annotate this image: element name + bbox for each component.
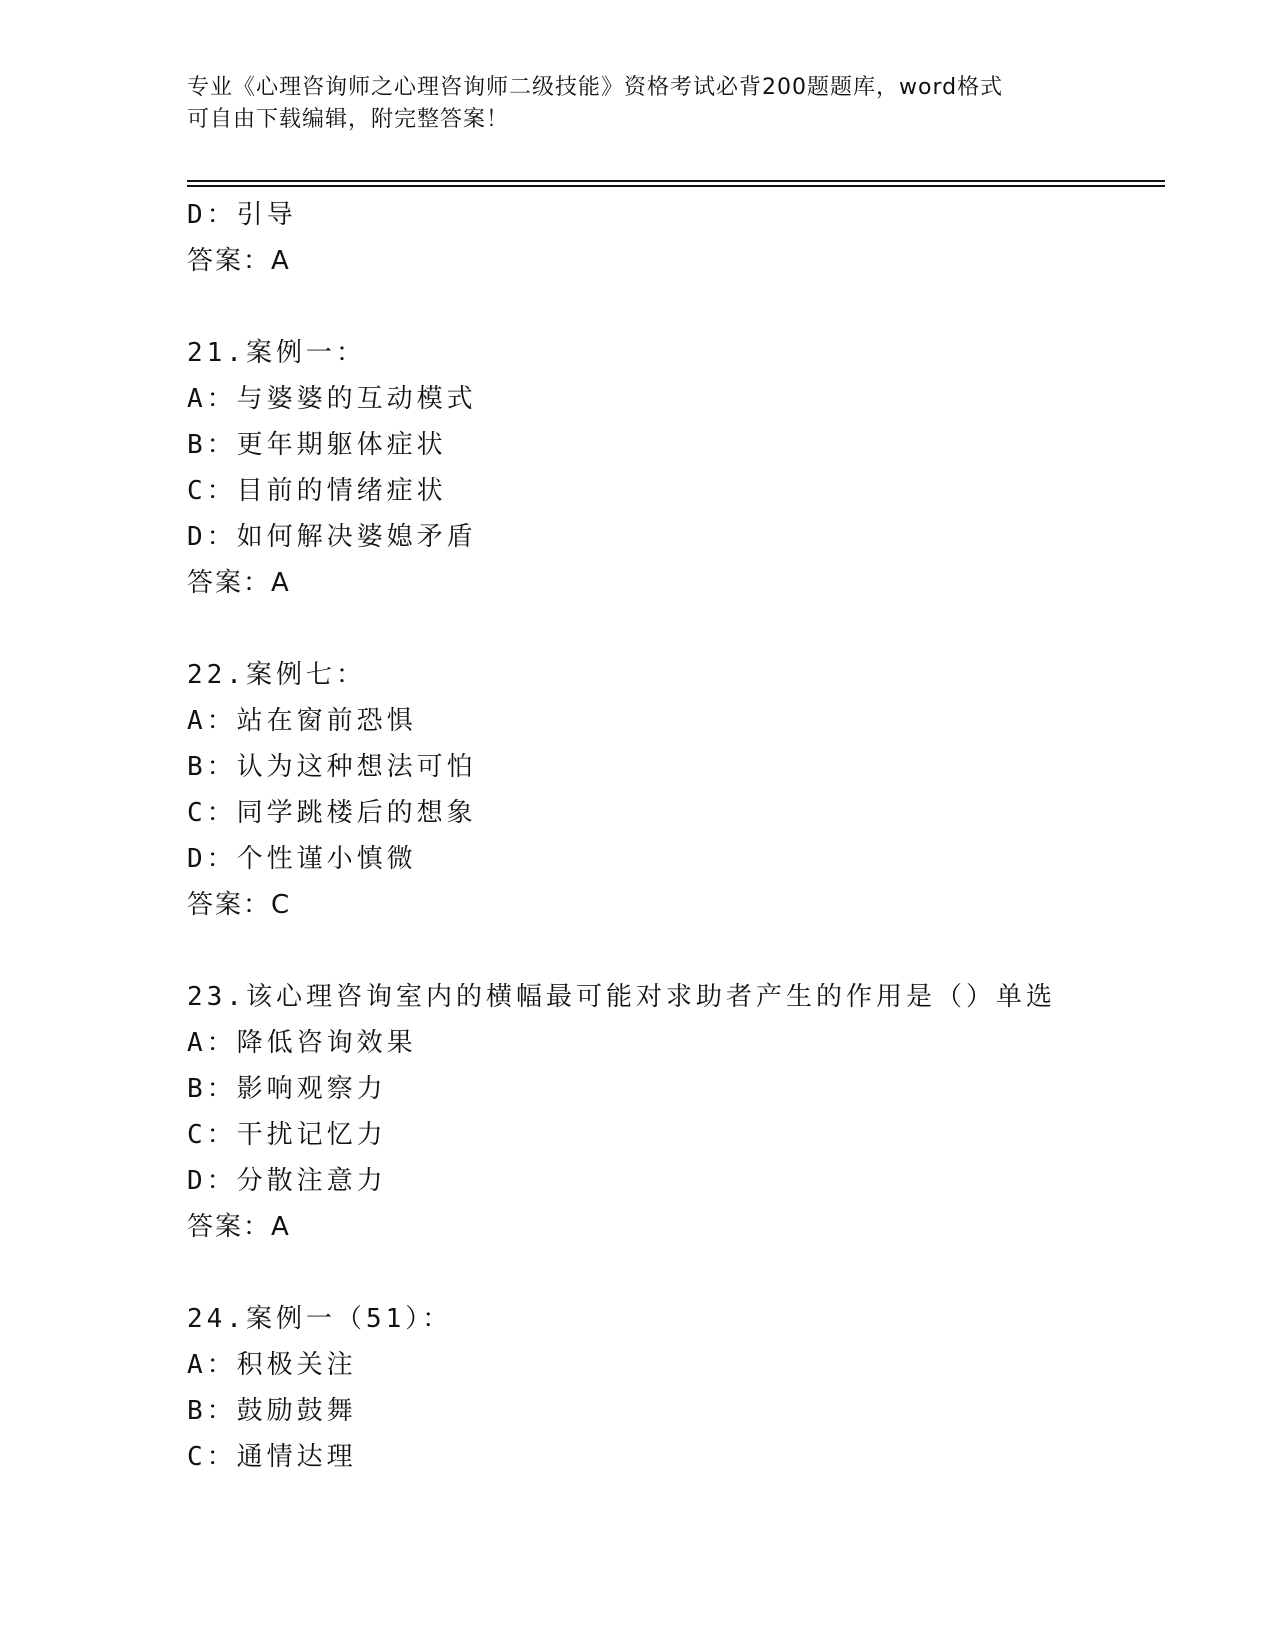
header-divider-top (187, 180, 1165, 182)
question-23-title: 23.该心理咨询室内的横幅最可能对求助者产生的作用是（）单选 (187, 982, 1056, 1012)
question-list (187, 192, 1167, 1480)
question-24-option-c: C：通情达理 (187, 1442, 357, 1472)
question-21-option-c: C：目前的情绪症状 (187, 476, 447, 506)
question-24-title: 24.案例一（51）： (187, 1304, 453, 1334)
question-22-answer: 答案：C (187, 890, 292, 920)
question-24-option-a: A：积极关注 (187, 1350, 357, 1380)
header-line-2: 可自由下载编辑，附完整答案！ (187, 107, 510, 132)
document-header (187, 72, 1087, 136)
question-23-option-b: B：影响观察力 (187, 1074, 387, 1104)
header-divider-bottom (187, 185, 1165, 187)
question-21-option-a: A：与婆婆的互动模式 (187, 384, 477, 414)
option-d: D：引导 (187, 200, 297, 230)
spacer (187, 1250, 1167, 1296)
question-22-option-a: A：站在窗前恐惧 (187, 706, 417, 736)
question-23-option-c: C：干扰记忆力 (187, 1120, 387, 1150)
question-23-option-d: D：分散注意力 (187, 1166, 387, 1196)
question-22-option-d: D：个性谨小慎微 (187, 844, 417, 874)
spacer (187, 284, 1167, 330)
question-21-option-d: D：如何解决婆媳矛盾 (187, 522, 477, 552)
question-21-answer: 答案：A (187, 568, 291, 598)
question-22-title: 22.案例七： (187, 660, 366, 690)
answer-line: 答案：A (187, 246, 291, 276)
question-21-title: 21.案例一： (187, 338, 366, 368)
question-22-option-c: C：同学跳楼后的想象 (187, 798, 477, 828)
spacer (187, 606, 1167, 652)
question-24-option-b: B：鼓励鼓舞 (187, 1396, 357, 1426)
question-21-option-b: B：更年期躯体症状 (187, 430, 447, 460)
question-23-answer: 答案：A (187, 1212, 291, 1242)
question-22-option-b: B：认为这种想法可怕 (187, 752, 477, 782)
header-line-1: 专业《心理咨询师之心理咨询师二级技能》资格考试必背200题题库，word格式 (187, 75, 1004, 100)
spacer (187, 928, 1167, 974)
question-23-option-a: A：降低咨询效果 (187, 1028, 417, 1058)
